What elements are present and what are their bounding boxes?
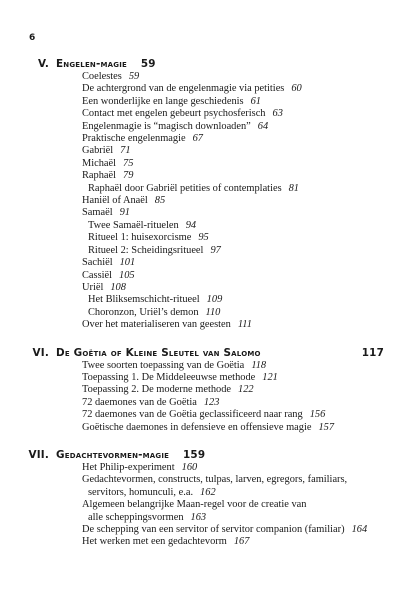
entry-page: 94 — [185, 219, 197, 231]
entry-text: Choronzon, Uriël’s demon — [88, 306, 199, 318]
entry-text: Cassiël — [82, 269, 113, 281]
toc-entry — [54, 536, 384, 548]
chapter-page: 159 — [183, 448, 206, 461]
chapter-number: V. — [37, 58, 49, 70]
toc-subentry — [54, 294, 384, 306]
entry-page: 101 — [119, 257, 136, 269]
entry-text: Toepassing 1. De Middeleeuwse methode — [82, 371, 256, 383]
chapter-vi — [32, 346, 384, 434]
toc-entry — [54, 121, 384, 133]
toc-entry — [54, 372, 384, 384]
entry-continuation — [82, 512, 384, 524]
toc-entry — [54, 462, 384, 474]
entry-text: Ritueel 2: Scheidingsritueel — [88, 244, 204, 256]
entry-page: 108 — [110, 281, 126, 293]
entry-text: Twee soorten toepassing van de Goëtia — [82, 359, 245, 371]
toc-entry — [54, 524, 384, 536]
toc-subentry — [54, 245, 384, 257]
toc-entry — [54, 83, 384, 95]
entry-text: Twee Samaël-rituelen — [88, 219, 179, 231]
chapter-title: Engelen-magie — [56, 58, 128, 70]
entry-page: 95 — [198, 232, 209, 244]
entry-page: 79 — [123, 170, 134, 182]
entry-page: 111 — [237, 319, 252, 331]
entry-page: 85 — [154, 195, 166, 207]
entry-text: Contact met engelen gebeurt psychosferisch — [82, 108, 266, 120]
entry-page: 97 — [210, 244, 221, 256]
toc-entry — [54, 257, 384, 269]
entry-text: Het Bliksemschicht-ritueel — [88, 294, 200, 306]
entry-text: Engelenmagie is “magisch downloaden” — [82, 120, 251, 132]
entry-page: 75 — [123, 157, 134, 169]
chapter-heading — [32, 346, 384, 360]
entry-text: Het Philip-experiment — [82, 461, 175, 473]
toc-entry — [54, 282, 384, 294]
entry-page: 163 — [190, 511, 207, 523]
entry-text: 72 daemones van de Goëtia — [82, 396, 197, 408]
toc-entry — [54, 170, 384, 182]
entry-page: 167 — [233, 536, 250, 548]
chapter-title: De Goëtia of Kleine Sleutel van Salomo — [56, 346, 261, 359]
entry-text: Algemeen belangrijke Maan-regel voor de creatie van — [82, 499, 307, 511]
entry-text: Praktische engelenmagie — [82, 133, 186, 145]
entry-page: 60 — [291, 83, 302, 95]
toc-subentry — [54, 232, 384, 244]
entry-text: Een wonderlijke en lange geschiedenis — [82, 95, 244, 107]
toc-entry — [54, 360, 384, 372]
entry-page: 91 — [119, 207, 130, 219]
toc-entry — [54, 409, 384, 421]
entry-text: Coelestes — [82, 71, 122, 82]
page-number: 6 — [29, 33, 36, 43]
entry-text-cont: servitors, homunculi, e.a. — [88, 486, 194, 498]
entry-page: 63 — [272, 108, 283, 120]
entry-page: 110 — [205, 306, 221, 318]
entry-text: 72 daemones van de Goëtia geclassificeerd naar rang — [82, 409, 303, 421]
entry-text-cont: alle scheppingsvormen — [88, 511, 184, 523]
chapter-title: Gedachtevormen-magie — [56, 448, 170, 461]
entry-page: 105 — [119, 269, 135, 281]
entry-text: Ritueel 1: huisexorcisme — [88, 232, 192, 244]
entry-text: Toepassing 2. De moderne methode — [82, 384, 232, 396]
entry-text: Uriël — [82, 281, 104, 293]
entry-page: 162 — [200, 486, 216, 498]
entry-text: Sachiël — [82, 257, 113, 269]
entry-page: 164 — [351, 524, 368, 535]
chapter-heading — [28, 448, 384, 462]
toc-subentry — [54, 220, 384, 232]
toc-entry — [54, 270, 384, 282]
chapter-number: VI. — [32, 346, 49, 359]
toc-entry — [54, 207, 384, 219]
entry-page: 122 — [238, 384, 254, 396]
entry-page: 67 — [192, 133, 203, 145]
entry-page: 157 — [318, 421, 335, 433]
entry-text: De achtergrond van de engelenmagie via petities — [82, 83, 285, 95]
toc-entry — [54, 71, 384, 83]
entry-text: Samaël — [82, 207, 113, 219]
entry-text: Over het materialiseren van geesten — [82, 319, 231, 331]
entry-continuation — [82, 487, 384, 499]
entry-text: Raphaël — [82, 170, 117, 182]
chapter-vii — [28, 448, 384, 549]
entry-page: 109 — [206, 294, 223, 306]
entry-page: 61 — [250, 95, 261, 107]
chapter-page: 59 — [140, 58, 156, 70]
chapter-v — [37, 57, 384, 332]
toc-entry — [54, 474, 384, 499]
toc-entry — [54, 145, 384, 157]
toc-entry — [54, 133, 384, 145]
chapter-number: VII. — [28, 448, 49, 461]
entry-text: Raphaël door Gabriël petities of contemplaties — [88, 182, 282, 194]
entry-page: 118 — [251, 359, 267, 371]
toc-entry — [54, 108, 384, 120]
toc-entry — [54, 384, 384, 396]
entry-page: 64 — [257, 120, 269, 132]
entry-text: De schepping van een servitor of servitor companion (familiar) — [82, 524, 345, 535]
chapter-page: 117 — [361, 346, 384, 359]
entry-text: Het werken met een gedachtevorm — [82, 536, 227, 548]
entry-page: 123 — [203, 396, 220, 408]
entry-page: 121 — [262, 371, 278, 383]
toc-subentry — [54, 183, 384, 195]
entry-page: 59 — [128, 71, 140, 82]
entry-text: Haniël of Anaël — [82, 195, 148, 207]
entry-text: Goëtische daemones in defensieve en offensieve magie — [82, 421, 312, 433]
toc-entry — [54, 422, 384, 434]
toc-entry — [54, 499, 384, 524]
entry-page: 160 — [181, 461, 198, 473]
toc-entry — [54, 96, 384, 108]
entry-page: 81 — [288, 182, 299, 194]
chapter-heading — [37, 57, 384, 71]
table-of-contents — [28, 57, 384, 563]
toc-entry — [54, 319, 384, 331]
toc-entry — [54, 195, 384, 207]
entry-text: Michaël — [82, 157, 117, 169]
toc-entry — [54, 397, 384, 409]
entry-page: 71 — [120, 145, 131, 157]
toc-entry — [54, 158, 384, 170]
entry-page: 156 — [309, 409, 326, 421]
entry-text: Gabriël — [82, 145, 114, 157]
entry-text: Gedachtevormen, constructs, tulpas, larven, egregors, familiars, — [82, 474, 348, 486]
toc-subentry — [54, 307, 384, 319]
